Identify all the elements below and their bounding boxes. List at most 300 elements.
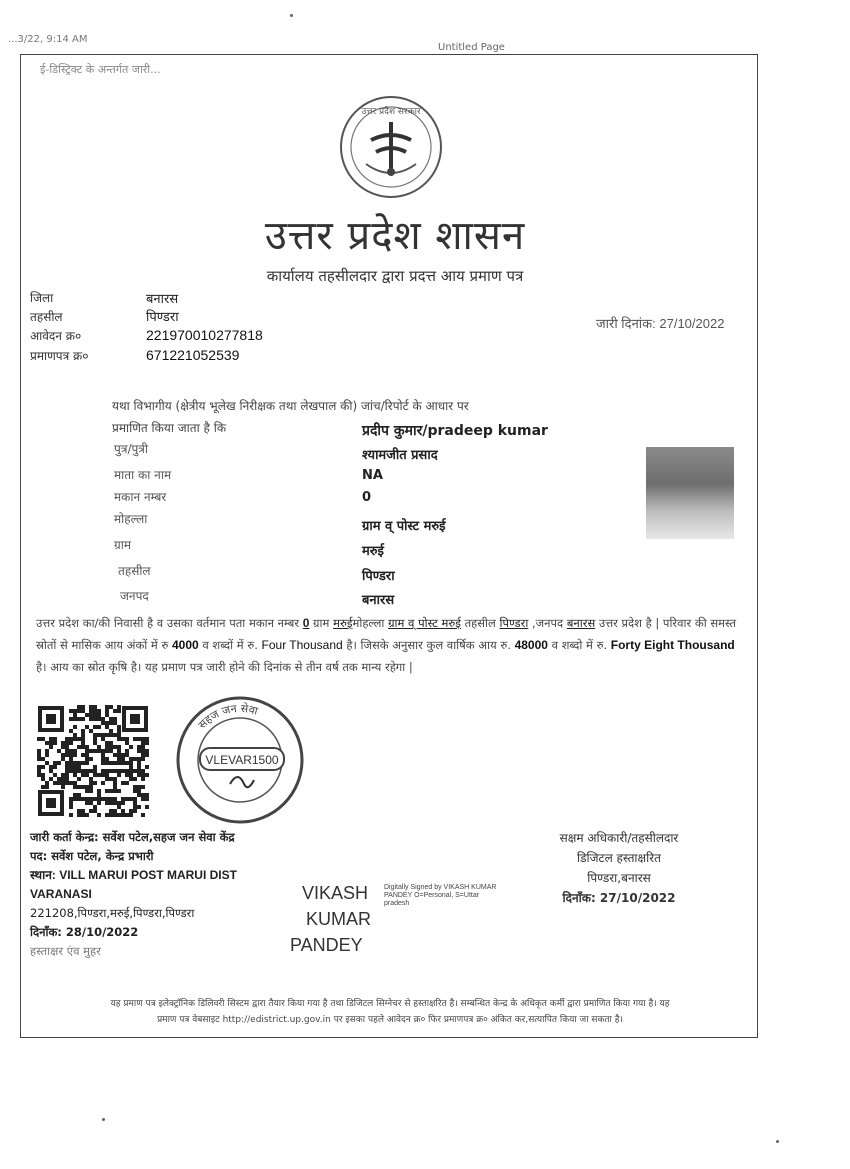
qr-module [65,761,69,765]
qr-module [37,737,41,741]
qr-module [125,813,129,817]
qr-module [117,769,121,773]
qr-module [77,717,81,721]
qr-module [41,773,45,777]
certificate-paragraph [36,612,746,678]
qr-module [113,785,117,789]
qr-module [133,769,137,773]
qr-module [121,801,125,805]
qr-module [37,769,41,773]
qr-module [141,749,145,753]
qr-module [89,713,93,717]
qr-module [113,769,117,773]
qr-module [85,773,89,777]
qr-module [57,749,61,753]
qr-module [69,801,73,805]
qr-module [69,761,73,765]
qr-module [65,737,69,741]
qr-module [133,797,137,801]
qr-module [117,757,121,761]
qr-module [137,789,141,793]
tehsil-row-value: पिण्डरा [362,569,395,584]
qr-module [73,793,77,797]
qr-module [93,709,97,713]
para-text: मोहल्ला [352,616,389,630]
qr-module [101,721,105,725]
issuer-sign-label: हस्ताक्षर एंव मुहर [30,944,101,958]
qr-module [105,721,109,725]
qr-module [73,737,77,741]
qr-module [65,741,69,745]
qr-module [69,805,73,809]
qr-module [45,749,49,753]
qr-module [125,761,129,765]
qr-module [121,797,125,801]
qr-module [101,773,105,777]
qr-module [137,757,141,761]
qr-module [69,717,73,721]
qr-module [133,805,137,809]
qr-module [81,729,85,733]
qr-module [145,805,149,809]
qr-module [97,797,101,801]
seal-center-text: VLEVAR1500 [205,753,279,767]
qr-module [125,773,129,777]
para-village: मरुई [333,616,353,630]
qr-module [53,741,57,745]
qr-module [61,781,65,785]
qr-module [105,813,109,817]
qr-module [109,749,113,753]
seal-ring-text: सहज जन सेवा [195,701,260,732]
footer-line-2: प्रमाण पत्र वेबसाइट http://edistrict.up.gov.in पर इसका पहले आवेदन क्र० फिर प्रमाणपत्र क्र० अंकित कर,सत्यापित किया जा सकता है। [157,1015,623,1025]
qr-module [137,745,141,749]
issuer-center: जारी कर्ता केन्द्र: सर्वेश पटेल,सहज जन सेवा केंद्र [30,830,235,844]
qr-module [105,713,109,717]
qr-module [137,737,141,741]
qr-module [97,813,101,817]
qr-module [93,733,97,737]
para-text: व शब्दो में रु. [547,638,611,652]
qr-module [69,797,73,801]
digital-signature-note: Digitally Signed by VIKASH KUMAR PANDEY O=Personal, S=Uttar pradesh [384,884,497,907]
qr-module [73,733,77,737]
authority-place: पिण्डरा,बनारस [587,871,651,885]
qr-module [117,789,121,793]
qr-module [93,805,97,809]
qr-module [85,757,89,761]
qr-module [145,737,149,741]
qr-module [61,753,65,757]
father-label: पुत्र/पुत्री [114,442,149,456]
issuer-block [30,828,280,961]
qr-module [85,761,89,765]
qr-module [141,813,145,817]
qr-module [77,705,81,709]
qr-module [133,737,137,741]
qr-module [133,801,137,805]
qr-module [97,733,101,737]
qr-module [49,745,53,749]
qr-module [125,737,129,741]
qr-module [129,745,133,749]
qr-module [117,753,121,757]
qr-module [85,753,89,757]
qr-module [97,789,101,793]
qr-module [53,781,57,785]
scan-speck [290,14,293,17]
qr-module [81,705,85,709]
qr-module [129,813,133,817]
signature-line-3: PANDEY [290,935,363,955]
qr-module [89,705,93,709]
mother-label: माता का नाम [114,468,172,482]
qr-module [137,761,141,765]
qr-module [129,777,133,781]
qr-module [65,749,69,753]
issuer-place: स्थान: VILL MARUI POST MARUI DIST VARANASI [30,868,237,901]
qr-module [117,705,121,709]
qr-module [101,737,105,741]
application-no-label: आवेदन क्र० [30,329,82,343]
qr-module [105,797,109,801]
qr-module [97,749,101,753]
qr-module [141,753,145,757]
qr-module [113,777,117,781]
qr-module [105,777,109,781]
qr-module [117,737,121,741]
issuer-post: पद: सर्वेश पटेल, केन्द्र प्रभारी [30,849,154,863]
qr-module [109,733,113,737]
qr-module [49,737,53,741]
qr-module [137,765,141,769]
qr-module [93,725,97,729]
qr-module [85,749,89,753]
qr-module [85,797,89,801]
qr-module [69,813,73,817]
qr-module [89,801,93,805]
qr-module [117,725,121,729]
application-no-value: 221970010277818 [146,327,263,343]
qr-module [109,777,113,781]
qr-module [101,757,105,761]
qr-module [93,737,97,741]
qr-module [73,753,77,757]
qr-module [61,777,65,781]
qr-module [57,781,61,785]
qr-module [105,733,109,737]
qr-module [113,813,117,817]
qr-module [85,789,89,793]
issuer-address: 221208,पिण्डरा,मरुई,पिण्डरा,पिण्डरा [30,906,195,920]
qr-module [93,773,97,777]
scan-speck [102,1118,105,1121]
qr-module [89,717,93,721]
qr-module [129,765,133,769]
qr-module [97,793,101,797]
para-annual-income: 48000 [514,638,548,652]
qr-module [121,769,125,773]
qr-module [81,753,85,757]
qr-module [65,765,69,769]
qr-module [117,773,121,777]
village-value: मरुई [362,544,384,559]
qr-module [57,777,61,781]
qr-module [77,793,81,797]
qr-module [41,757,45,761]
qr-module [133,777,137,781]
qr-module [73,765,77,769]
qr-module [81,717,85,721]
qr-module [121,737,125,741]
qr-module [121,757,125,761]
qr-module [105,761,109,765]
qr-module [85,785,89,789]
qr-module [105,757,109,761]
district-row-value: बनारस [362,593,395,608]
qr-module [85,813,89,817]
qr-module [117,805,121,809]
qr-code [36,704,150,818]
qr-module [109,789,113,793]
qr-module [101,769,105,773]
qr-module [73,749,77,753]
qr-module [73,781,77,785]
qr-module [145,749,149,753]
qr-module [49,741,53,745]
qr-module [77,809,81,813]
qr-module [41,785,45,789]
qr-module [141,777,145,781]
qr-module [89,781,93,785]
authority-signed: डिजिटल हस्ताक्षरित [577,851,661,865]
qr-module [97,709,101,713]
qr-module [45,753,49,757]
qr-module [137,769,141,773]
qr-module [97,713,101,717]
qr-module [37,765,41,769]
qr-module [101,781,105,785]
qr-module [133,789,137,793]
qr-module [45,761,49,765]
para-text: उत्तर प्रदेश का/की निवासी है व उसका वर्तमान पता मकान नम्बर [36,616,303,630]
qr-module [89,785,93,789]
qr-module [145,797,149,801]
qr-module [117,801,121,805]
qr-module [129,797,133,801]
qr-module [117,709,121,713]
qr-module [137,805,141,809]
qr-module [61,773,65,777]
qr-module [81,761,85,765]
qr-module [113,761,117,765]
qr-module [77,709,81,713]
qr-module [73,769,77,773]
qr-module [85,801,89,805]
qr-module [65,769,69,773]
qr-module [109,729,113,733]
qr-module [69,781,73,785]
qr-module [105,789,109,793]
qr-module [97,717,101,721]
qr-module [105,745,109,749]
qr-module [145,753,149,757]
qr-module [141,757,145,761]
qr-module [61,741,65,745]
qr-module [93,741,97,745]
qr-module [137,785,141,789]
para-text: है। आय का स्रोत कृषि है। यह प्रमाण पत्र जारी होने की दिनांक से तीन वर्ष तक मान्य रहेगा | [36,660,413,674]
qr-module [105,725,109,729]
para-district: बनारस [566,616,596,630]
qr-module [81,773,85,777]
qr-module [109,813,113,817]
qr-module [81,745,85,749]
qr-module [77,813,81,817]
qr-module [113,745,117,749]
qr-module [101,733,105,737]
qr-module [117,761,121,765]
csc-seal-stamp [172,692,308,828]
qr-module [81,809,85,813]
qr-module [137,749,141,753]
qr-module [113,809,117,813]
svg-text:सहज जन सेवा [196,702,260,731]
qr-module [93,713,97,717]
footer-note [26,996,754,1028]
qr-module [69,741,73,745]
qr-module [109,809,113,813]
qr-module [101,753,105,757]
qr-module [65,753,69,757]
authority-block [534,828,704,908]
qr-module [141,745,145,749]
qr-module [85,713,89,717]
qr-module [65,777,69,781]
qr-module [141,773,145,777]
qr-module [49,769,53,773]
qr-module [93,781,97,785]
qr-module [137,773,141,777]
qr-module [89,709,93,713]
village-label: ग्राम [114,538,132,552]
qr-module [45,785,49,789]
qr-module [93,717,97,721]
qr-module [145,773,149,777]
qr-module [77,737,81,741]
qr-module [129,809,133,813]
qr-module [53,773,57,777]
qr-module [49,777,53,781]
para-house-no: 0 [302,616,310,630]
qr-module [65,781,69,785]
qr-module [77,745,81,749]
qr-module [125,769,129,773]
qr-module [129,773,133,777]
qr-module [89,797,93,801]
qr-module [105,769,109,773]
intro-line-2: प्रमाणित किया जाता है कि [112,421,227,435]
mohalla-value: ग्राम व् पोस्ट मरुई [362,519,446,534]
qr-module [61,785,65,789]
qr-module [117,749,121,753]
qr-module [109,717,113,721]
district-row-label: जनपद [120,589,149,603]
father-value: श्यामजीत प्रसाद [362,448,438,463]
qr-module [81,813,85,817]
qr-module [73,797,77,801]
certificate-subtitle: कार्यालय तहसीलदार द्वारा प्रदत्त आय प्रमाण पत्र [266,267,524,285]
qr-module [113,733,117,737]
qr-module [121,761,125,765]
applicant-photo [646,447,734,539]
signature-line-1: VIKASH [302,883,369,903]
qr-module [109,741,113,745]
certificate-title: उत्तर प्रदेश शासन [264,213,526,259]
qr-module [101,717,105,721]
emblem-text: उत्तर प्रदेश सरकार [361,107,421,117]
para-text: ,जनपद [528,616,567,630]
qr-module [105,801,109,805]
para-annual-words: Forty Eight Thousand [610,638,735,652]
print-timestamp: ...3/22, 9:14 AM [8,34,88,45]
qr-module [109,797,113,801]
qr-module [61,745,65,749]
qr-module [41,765,45,769]
certificate-no-value: 671221052539 [146,347,240,363]
qr-module [109,705,113,709]
qr-module [125,741,129,745]
qr-module [93,705,97,709]
qr-module [37,753,41,757]
mohalla-label: मोहल्ला [114,512,148,526]
authority-title: सक्षम अधिकारी/तहसीलदार [559,831,679,845]
qr-module [117,745,121,749]
qr-module [113,789,117,793]
qr-module [45,741,49,745]
qr-module [93,797,97,801]
qr-module [133,757,137,761]
qr-module [81,797,85,801]
qr-module [69,769,73,773]
qr-module [133,785,137,789]
qr-module [105,749,109,753]
qr-module [37,757,41,761]
qr-module [37,749,41,753]
qr-module [101,797,105,801]
print-page-title: Untitled Page [438,42,505,53]
qr-module [81,709,85,713]
qr-module [129,761,133,765]
qr-module [141,797,145,801]
certificate-no-label: प्रमाणपत्र क्र० [30,349,89,363]
qr-module [89,809,93,813]
qr-module [53,761,57,765]
para-text: ग्राम [309,616,334,630]
district-label: जिला [30,291,54,305]
qr-module [137,793,141,797]
qr-module [69,753,73,757]
qr-module [133,809,137,813]
qr-module [69,709,73,713]
qr-module [73,785,77,789]
qr-module [109,761,113,765]
qr-module [125,753,129,757]
qr-module [121,781,125,785]
qr-module [65,745,69,749]
qr-module [113,797,117,801]
qr-module [41,777,45,781]
